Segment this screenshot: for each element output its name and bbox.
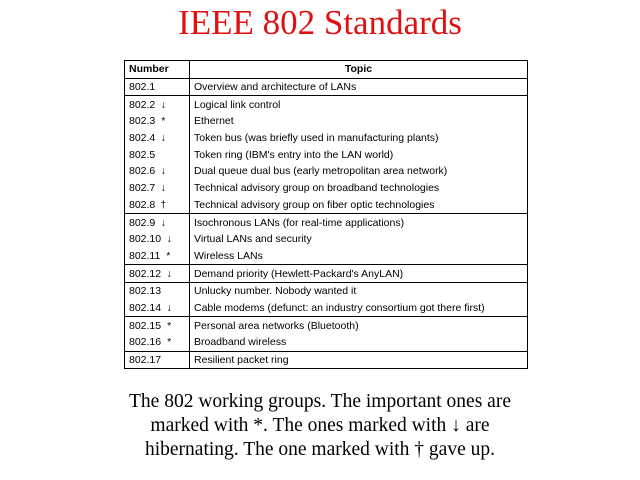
standard-number: 802.9	[129, 216, 156, 229]
status-mark: ↓	[160, 182, 166, 195]
standard-topic: Dual queue dual bus (early metropolitan area network)	[190, 163, 528, 180]
standard-number-cell	[125, 130, 190, 147]
table-row	[125, 78, 528, 96]
standard-number-cell	[125, 282, 190, 299]
standard-number-cell	[125, 96, 190, 113]
status-mark: *	[167, 336, 172, 349]
status-mark: ↓	[166, 233, 172, 246]
standard-number-cell	[125, 351, 190, 369]
status-mark: ↓	[160, 98, 166, 111]
standard-number: 802.8	[129, 198, 156, 211]
standard-topic: Token bus (was briefly used in manufacturing plants)	[190, 130, 528, 147]
standard-topic: Isochronous LANs (for real-time applications)	[190, 214, 528, 231]
status-mark: *	[167, 319, 172, 332]
table-row	[125, 96, 528, 113]
standard-topic: Cable modems (defunct: an industry consortium got there first)	[190, 300, 528, 317]
table-row	[125, 130, 528, 147]
table-row	[125, 334, 528, 351]
status-mark: ↓	[166, 267, 172, 280]
standard-number: 802.3	[129, 115, 156, 128]
status-mark: ↓	[160, 216, 166, 229]
standard-number-cell	[125, 248, 190, 265]
table-row	[125, 197, 528, 214]
table-row	[125, 317, 528, 334]
table-row	[125, 248, 528, 265]
slide-title: IEEE 802 Standards	[178, 3, 462, 42]
standard-topic: Virtual LANs and security	[190, 231, 528, 248]
table-body	[125, 78, 528, 369]
standard-topic: Unlucky number. Nobody wanted it	[190, 282, 528, 299]
standards-table	[124, 60, 528, 369]
standard-number-cell	[125, 163, 190, 180]
standard-number: 802.5	[129, 148, 156, 161]
table-row	[125, 265, 528, 283]
standard-number-cell	[125, 317, 190, 334]
standard-number-cell	[125, 300, 190, 317]
status-mark: *	[161, 115, 166, 128]
table-row	[125, 351, 528, 369]
standard-topic: Wireless LANs	[190, 248, 528, 265]
standard-number-cell	[125, 113, 190, 130]
status-mark: ↓	[166, 301, 172, 314]
caption-line-3: hibernating. The one marked with † gave up.	[144, 439, 495, 460]
standard-number: 802.6	[129, 165, 156, 178]
standard-number-cell	[125, 334, 190, 351]
standard-number: 802.17	[129, 354, 162, 367]
column-header-number: Number	[125, 61, 190, 79]
standard-number: 802.13	[129, 285, 162, 298]
standard-number: 802.1	[129, 81, 156, 94]
standard-topic: Personal area networks (Bluetooth)	[190, 317, 528, 334]
table-row	[125, 163, 528, 180]
standard-number-cell	[125, 231, 190, 248]
column-header-topic: Topic	[190, 61, 528, 79]
standard-number: 802.11	[129, 249, 161, 262]
standard-topic: Resilient packet ring	[190, 351, 528, 369]
standard-number-cell	[125, 265, 190, 283]
standard-topic: Demand priority (Hewlett-Packard's AnyLAN)	[190, 265, 528, 283]
standard-number: 802.14	[129, 301, 162, 314]
standard-topic: Overview and architecture of LANs	[190, 78, 528, 96]
table-header-row	[125, 61, 528, 79]
status-mark: †	[160, 198, 167, 211]
table-row	[125, 113, 528, 130]
standard-topic: Broadband wireless	[190, 334, 528, 351]
standard-number: 802.4	[129, 132, 156, 145]
table-row	[125, 282, 528, 299]
standard-number-cell	[125, 180, 190, 197]
standard-number: 802.15	[129, 319, 162, 332]
standard-number-cell	[125, 146, 190, 163]
standard-topic: Ethernet	[190, 113, 528, 130]
standard-topic: Token ring (IBM's entry into the LAN world)	[190, 146, 528, 163]
table-row	[125, 180, 528, 197]
standard-number: 802.7	[129, 182, 156, 195]
caption-line-2: marked with *. The ones marked with ↓ are	[150, 415, 490, 436]
standard-topic: Technical advisory group on fiber optic technologies	[190, 197, 528, 214]
standard-number-cell	[125, 197, 190, 214]
table-row	[125, 231, 528, 248]
caption	[0, 390, 640, 462]
caption-line-1: The 802 working groups. The important ones are	[129, 391, 511, 412]
standard-number-cell	[125, 78, 190, 96]
standard-number: 802.10	[129, 233, 162, 246]
standard-topic: Logical link control	[190, 96, 528, 113]
status-mark: *	[166, 249, 171, 262]
table-row	[125, 300, 528, 317]
standard-number: 802.2	[129, 98, 156, 111]
table-row	[125, 146, 528, 163]
standard-number: 802.16	[129, 336, 162, 349]
status-mark: ↓	[160, 132, 166, 145]
standard-number-cell	[125, 214, 190, 231]
status-mark: ↓	[160, 165, 166, 178]
table-row	[125, 214, 528, 231]
standard-topic: Technical advisory group on broadband technologies	[190, 180, 528, 197]
standard-number: 802.12	[129, 267, 162, 280]
